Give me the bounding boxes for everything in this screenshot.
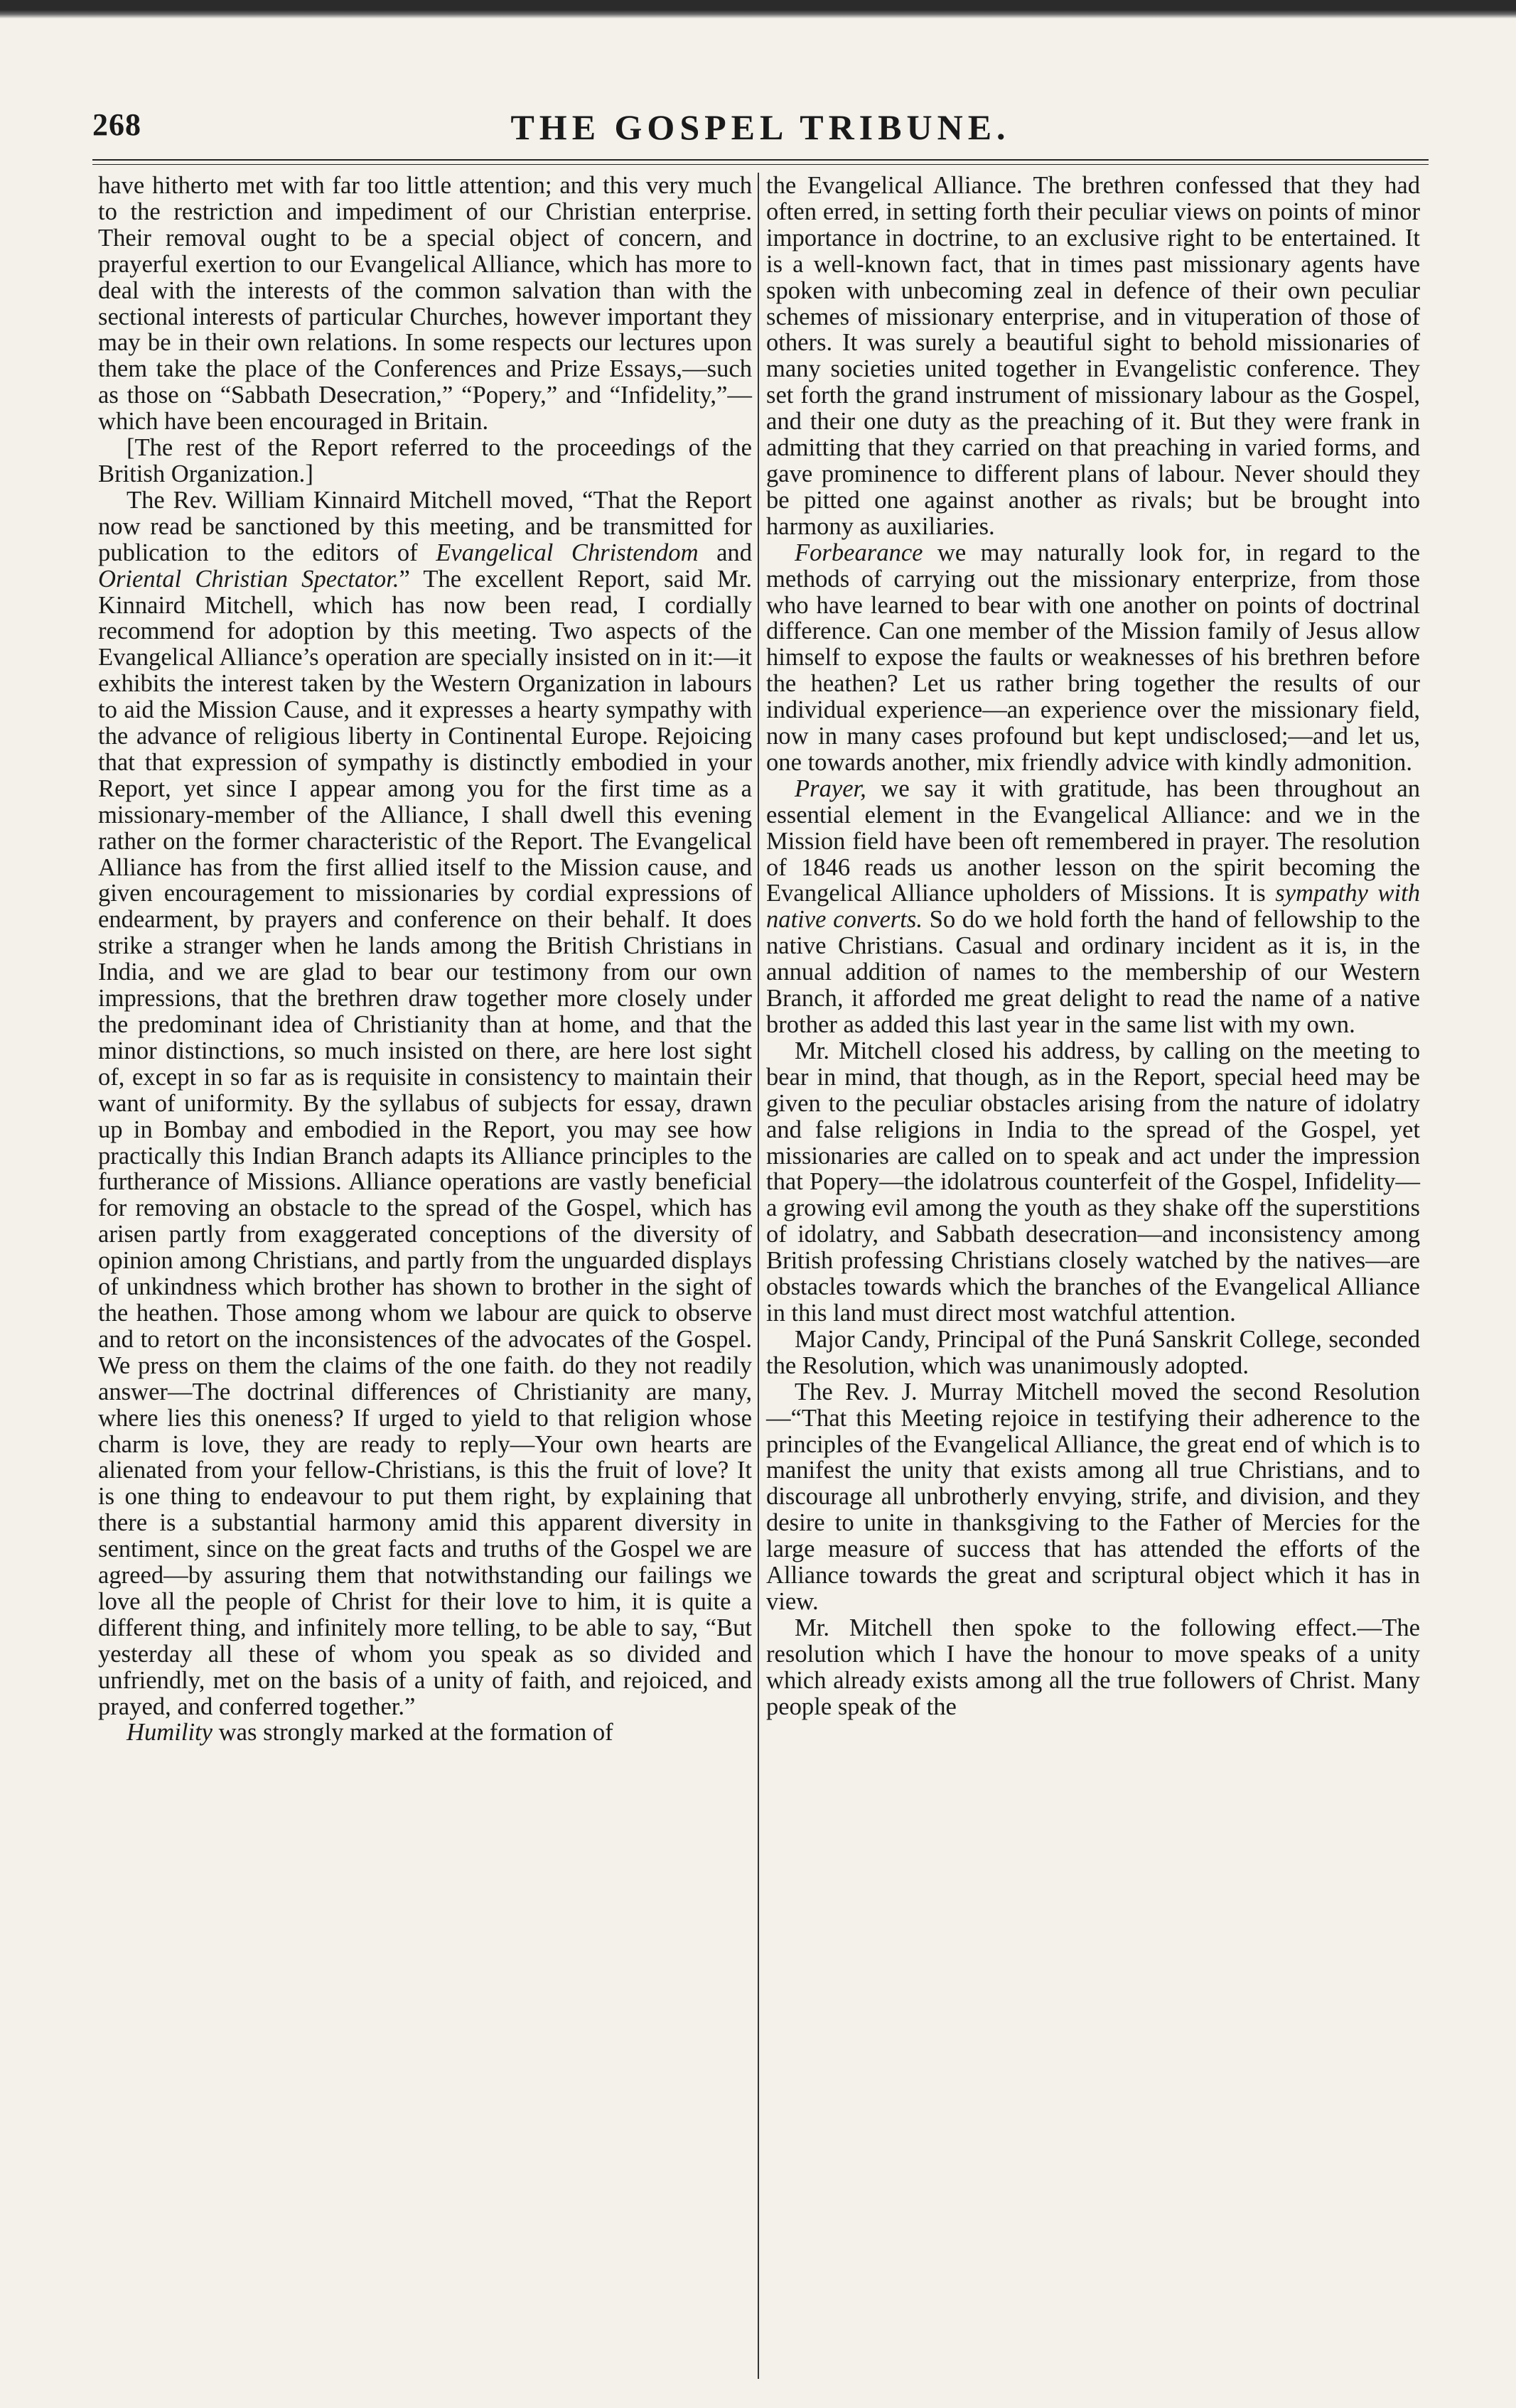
paragraph: Major Candy, Principal of the Puná Sanskrit College, seconded the Resolution, which was unanimously adopted. <box>766 1325 1420 1379</box>
paragraph: the Evangelical Alliance. The brethren confessed that they had often erred, in setting forth their peculiar views on points of minor importance in doctrine, to an exclusive right to be entertained. It is a well-known fact, that in times past missionary agents have spoken with unbecoming zeal in defence of their own peculiar schemes of missionary enterprise, and in vituperation of those of others. It was surely a beautiful sight to behold missionaries of many societies united together in Evangelistic conference. They set forth the grand instrument of missionary labour as the Gospel, and their one duty as the preaching of it. But they were frank in admitting that they carried on that preaching in varied forms, and gave prominence to different plans of labour. Never should they be pitted one against another as rivals; but be brought into harmony as auxiliaries. <box>766 172 1420 540</box>
paragraph <box>98 1719 752 1746</box>
column-divider <box>758 173 759 2379</box>
header-rule <box>92 159 1429 165</box>
running-header <box>92 107 1429 156</box>
paragraph: Mr. Mitchell closed his address, by calling on the meeting to bear in mind, that though, as in the Report, special heed may be given to the peculiar obstacles arising from the nature of idolatry and false religions in India to the spread of the Gospel, yet missionaries are called on to speak and act under the impression that Popery—the idolatrous counterfeit of the Gospel, Infidelity—a growing evil among the youth as they shake off the superstitions of idolatry, and Sabbath desecration—and inconsistency among British professing Christians closely watched by the natives—are obstacles towards which the branches of the Evangelical Alliance in this land must direct most watchful attention. <box>766 1037 1420 1327</box>
paragraph <box>766 776 1420 1038</box>
page-number: 268 <box>92 107 141 142</box>
text-run: ” The excellent Report, said Mr. Kinnaird Mitchell, which has now been read, I cordially recommend for adoption by this meeting. Two aspects of the Evangelical Alliance’s operation are specially insisted on in it:—it exhibits the interest taken by the Western Organization in labours to aid the Mission Cause, and it expresses a hearty sympathy with the advance of religious liberty in Continental Europe. Rejoicing that that expression of sympathy is distinctly embodied in your Report, yet since I appear among you for the first time as a missionary-member of the Alliance, I shall dwell this evening rather on the former characteristic of the Report. The Evangelical Alliance has from the first allied itself to the Mission cause, and given encouragement to missionaries by cordial expressions of endearment, by prayers and conference on their behalf. It does strike a stranger when he lands among the British Christians in India, and we are glad to bear our testimony from our own impressions, that the brethren draw together more closely under the predominant idea of Christianity than at home, and that the minor distinctions, so much insisted on there, are here lost sight of, except in so far as is requisite in consistency to maintain their want of uniformity. By the syllabus of subjects for essay, drawn up in Bombay and embodied in the Report, you may see how practically this Indian Branch adapts its Alliance principles to the furtherance of Missions. Alliance operations are vastly beneficial for removing an obstacle to the spread of the Gospel, which has arisen partly from exaggerated conceptions of the diversity of opinion among Christians, and partly from the unguarded displays of unkindness which brother has shown to brother in the sight of the heathen. Those among whom we labour are quick to observe and to retort on the inconsistences of the advocates of the Gospel. We press on them the claims of the one faith. do they not readily answer—The doctrinal differences of Christianity are many, where lies this oneness? If urged to yield to that religion whose charm is love, they are ready to reply—Your own hearts are alienated from your fellow-Christians, is this the fruit of love? It is one thing to endeavour to put them right, by explaining that there is a substantial harmony amid this apparent diversity in sentiment, since on the great facts and truths of the Gospel we are agreed—by assuring them that notwithstanding our failings we love all the people of Christ for their love to him, it is quite a different thing, and infinitely more telling, to be able to say, “But yesterday all these of whom you speak as so divided and unfriendly, met on the basis of a unity of faith, and rejoiced, and prayed, and conferred together.” <box>98 565 752 1720</box>
right-column <box>766 173 1420 1719</box>
text-run: The Rev. William Kinnaird Mitchell moved, “That the Report now read be sanctioned by this meeting, and be transmitted for publication to the editors of <box>98 486 752 566</box>
text-run: So do we hold forth the hand of fellowship to the native Christians. Casual and ordinary incident as it is, in the annual addition of names to the membership of our Western Branch, it afforded me great delight to read the name of a native brother as added this last year in the same list with my own. <box>766 906 1421 1038</box>
text-run: we say it with gratitude, has been throughout an essential element in the Evangelical Alliance: and we in the Mission field have been oft remembered in prayer. The resolution of 1846 reads us another lesson on the spirit becoming the Evangelical Alliance upholders of Missions. It is <box>766 774 1420 907</box>
paragraph: have hitherto met with far too little attention; and this very much to the restriction and impediment of our Christian enterprise. Their removal ought to be a special object of concern, and prayerful exertion to our Evangelical Alliance, which has more to deal with the interests of the common salvation than with the sectional interests of particular Churches, however important they may be in their own relations. In some respects our lectures upon them take the place of the Conferences and Prize Essays,—such as those on “Sabbath Desecration,” “Popery,” and “Infidelity,”—which have been encouraged in Britain. <box>98 172 752 436</box>
text-run: we may naturally look for, in regard to the methods of carrying out the missionary enterprize, from those who have learned to bear with one another on points of doctrinal difference. Can one member of the Mission family of Jesus allow himself to expose the faults or weaknesses of his brethren before the heathen? Let us rather bring together the results of our individual experience—an experience over the missionary field, now in many cases profound but kept undisclosed;—and let us, one towards another, mix friendly advice with kindly admonition. <box>766 539 1420 776</box>
paragraph: [The rest of the Report referred to the proceedings of the British Organization.] <box>98 434 752 487</box>
left-column <box>98 173 752 1746</box>
italic-keyword: Prayer, <box>795 774 866 802</box>
text-run: and <box>698 539 752 566</box>
italic-phrase: sympathy with native converts. <box>766 880 1420 934</box>
paragraph: Mr. Mitchell then spoke to the following effect.—The resolution which I have the honour to move speaks of a unity which already exists among all the true followers of Christ. Many people speak of the <box>766 1614 1420 1720</box>
paragraph <box>98 487 752 1720</box>
scan-top-edge <box>0 0 1516 18</box>
italic-title: Evangelical Christendom <box>436 539 699 566</box>
paragraph <box>766 540 1420 776</box>
italic-keyword: Humility <box>127 1719 213 1746</box>
journal-title: THE GOSPEL TRIBUNE. <box>510 107 1011 147</box>
paragraph: The Rev. J. Murray Mitchell moved the second Resolution—“That this Meeting rejoice in testifying their adherence to the principles of the Evangelical Alliance, the great end of which is to manifest the unity that exists among all true Christians, and to discourage all unbrotherly envying, strife, and division, and they desire to unite in thanksgiving to the Father of Mercies for the large measure of success that has attended the efforts of the Alliance towards the great and scriptural object which it has in view. <box>766 1378 1420 1615</box>
italic-title: Oriental Christian Spectator. <box>98 565 399 593</box>
text-run: was strongly marked at the formation of <box>213 1719 613 1746</box>
italic-keyword: Forbearance <box>795 539 923 566</box>
